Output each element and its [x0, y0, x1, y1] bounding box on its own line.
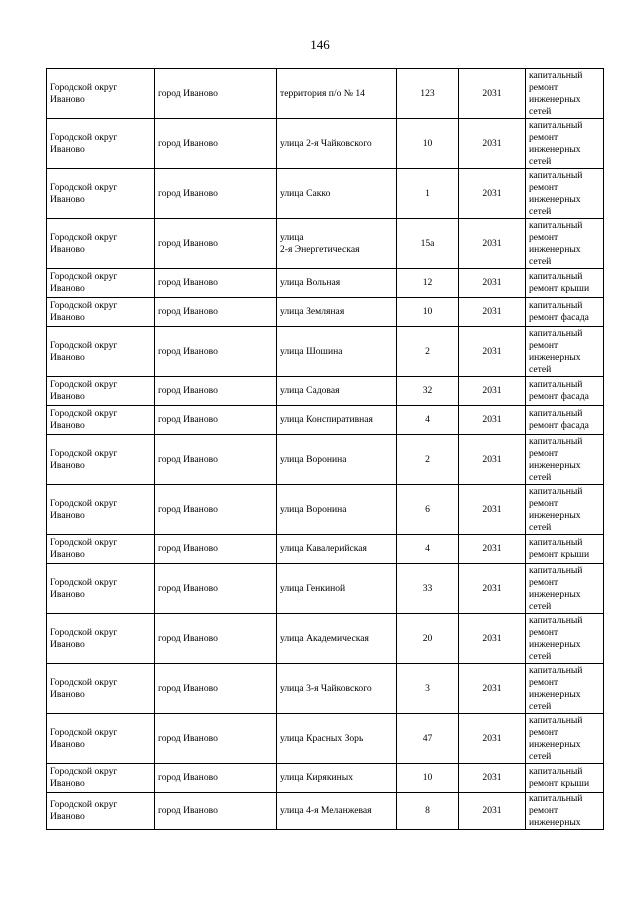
year-cell-text: 2031	[482, 187, 502, 199]
year-cell-text: 2031	[482, 772, 502, 783]
district-cell-text: Городской округ Иваново	[50, 408, 118, 431]
house-number-cell	[397, 69, 459, 119]
work-type-cell-text: капитальный ремонт крыши	[529, 271, 590, 294]
street-cell-text: улица Конспиративная	[280, 414, 373, 425]
street-cell	[277, 664, 397, 714]
district-cell	[47, 219, 155, 269]
city-cell	[155, 764, 277, 793]
table-row	[47, 664, 604, 714]
house-number-cell	[397, 793, 459, 830]
district-cell-text: Городской округ Иваново	[50, 81, 118, 105]
district-cell	[47, 764, 155, 793]
work-type-cell	[526, 327, 604, 377]
work-type-cell	[526, 169, 604, 219]
city-cell-text: город Иваново	[158, 137, 218, 149]
work-type-cell-text: капитальный ремонт инженерных сетей	[529, 69, 583, 117]
district-cell-text: Городской округ Иваново	[50, 447, 118, 471]
street-cell-text: улица Вольная	[280, 277, 341, 288]
year-cell-text: 2031	[482, 503, 502, 515]
work-type-cell-text: капитальный ремонт фасада	[529, 408, 589, 431]
year-cell-text: 2031	[482, 732, 502, 744]
house-number-cell	[397, 119, 459, 169]
city-cell-text: город Иваново	[158, 277, 218, 288]
work-type-cell	[526, 793, 604, 830]
work-type-cell-text: капитальный ремонт инженерных сетей	[529, 119, 583, 167]
year-cell-text: 2031	[482, 453, 502, 465]
city-cell-text: город Иваново	[158, 805, 218, 816]
work-type-cell-text: капитальный ремонт инженерных	[529, 793, 583, 828]
table-row	[47, 377, 604, 406]
district-cell	[47, 169, 155, 219]
street-cell-text: территория п/о № 14	[280, 87, 365, 99]
work-type-cell	[526, 614, 604, 664]
table-row	[47, 793, 604, 830]
work-type-cell-text: капитальный ремонт инженерных сетей	[529, 435, 583, 483]
district-cell	[47, 406, 155, 435]
city-cell-text: город Иваново	[158, 632, 218, 644]
year-cell	[459, 119, 526, 169]
work-type-cell	[526, 485, 604, 535]
work-type-cell	[526, 269, 604, 298]
street-cell-text: улица Садовая	[280, 385, 340, 396]
house-number-cell-text: 2	[425, 345, 430, 357]
work-type-cell-text: капитальный ремонт инженерных сетей	[529, 714, 583, 762]
house-number-cell	[397, 664, 459, 714]
city-cell-text: город Иваново	[158, 414, 218, 425]
work-type-cell	[526, 298, 604, 327]
table-row	[47, 614, 604, 664]
work-type-cell-text: капитальный ремонт инженерных сетей	[529, 664, 583, 712]
street-cell-text: улица Воронина	[280, 453, 347, 465]
street-cell-text: улица Академическая	[280, 632, 369, 644]
year-cell-text: 2031	[482, 306, 502, 317]
year-cell	[459, 69, 526, 119]
house-number-cell-text: 4	[425, 414, 430, 425]
house-number-cell	[397, 169, 459, 219]
district-cell	[47, 327, 155, 377]
city-cell-text: город Иваново	[158, 503, 218, 515]
district-cell-text: Городской округ Иваново	[50, 726, 118, 750]
work-type-cell-text: капитальный ремонт инженерных сетей	[529, 614, 583, 662]
city-cell	[155, 327, 277, 377]
work-type-cell-text: капитальный ремонт крыши	[529, 537, 590, 560]
table-row	[47, 535, 604, 564]
work-type-cell	[526, 219, 604, 269]
house-number-cell-text: 47	[422, 732, 433, 744]
year-cell	[459, 764, 526, 793]
city-cell	[155, 564, 277, 614]
district-cell-text: Городской округ Иваново	[50, 231, 118, 255]
year-cell	[459, 485, 526, 535]
street-cell	[277, 485, 397, 535]
street-cell	[277, 764, 397, 793]
table-row	[47, 119, 604, 169]
street-cell-text: улица Сакко	[280, 187, 331, 199]
street-cell-text: улица Шошина	[280, 345, 343, 357]
year-cell-text: 2031	[482, 385, 502, 396]
table-row	[47, 485, 604, 535]
house-number-cell	[397, 327, 459, 377]
city-cell	[155, 714, 277, 764]
street-cell	[277, 269, 397, 298]
district-cell-text: Городской округ Иваново	[50, 339, 118, 363]
city-cell	[155, 435, 277, 485]
house-number-cell	[397, 764, 459, 793]
city-cell	[155, 169, 277, 219]
year-cell-text: 2031	[482, 87, 502, 99]
work-type-cell	[526, 69, 604, 119]
house-number-cell	[397, 435, 459, 485]
year-cell	[459, 269, 526, 298]
table-row	[47, 714, 604, 764]
district-cell-text: Городской округ Иваново	[50, 626, 118, 650]
year-cell-text: 2031	[482, 345, 502, 357]
year-cell-text: 2031	[482, 277, 502, 288]
registry-table-body	[47, 69, 604, 830]
year-cell	[459, 535, 526, 564]
year-cell	[459, 327, 526, 377]
year-cell	[459, 793, 526, 830]
city-cell-text: город Иваново	[158, 732, 218, 744]
district-cell-text: Городской округ Иваново	[50, 766, 118, 789]
work-type-cell	[526, 119, 604, 169]
year-cell-text: 2031	[482, 805, 502, 816]
year-cell	[459, 298, 526, 327]
year-cell	[459, 219, 526, 269]
registry-table	[46, 68, 604, 830]
city-cell	[155, 664, 277, 714]
street-cell	[277, 169, 397, 219]
street-cell	[277, 69, 397, 119]
house-number-cell	[397, 269, 459, 298]
district-cell-text: Городской округ Иваново	[50, 576, 118, 600]
district-cell	[47, 535, 155, 564]
work-type-cell-text: капитальный ремонт инженерных сетей	[529, 327, 583, 375]
house-number-cell	[397, 406, 459, 435]
district-cell	[47, 69, 155, 119]
year-cell-text: 2031	[482, 582, 502, 594]
city-cell	[155, 485, 277, 535]
city-cell-text: город Иваново	[158, 453, 218, 465]
house-number-cell-text: 10	[422, 306, 433, 317]
city-cell	[155, 69, 277, 119]
district-cell	[47, 269, 155, 298]
work-type-cell-text: капитальный ремонт инженерных сетей	[529, 169, 583, 217]
city-cell	[155, 406, 277, 435]
house-number-cell-text: 15а	[420, 237, 435, 249]
street-cell-text: улица 2-я Энергетическая	[280, 231, 360, 255]
house-number-cell	[397, 614, 459, 664]
city-cell	[155, 269, 277, 298]
house-number-cell-text: 6	[425, 503, 430, 515]
table-row	[47, 169, 604, 219]
street-cell-text: улица Кирякиных	[280, 772, 354, 783]
house-number-cell-text: 32	[422, 385, 433, 396]
street-cell-text: улица Красных Зорь	[280, 732, 364, 744]
table-row	[47, 406, 604, 435]
street-cell	[277, 793, 397, 830]
work-type-cell-text: капитальный ремонт фасада	[529, 379, 589, 402]
house-number-cell	[397, 298, 459, 327]
district-cell	[47, 435, 155, 485]
city-cell	[155, 377, 277, 406]
street-cell-text: улица 4-я Меланжевая	[280, 805, 372, 816]
house-number-cell	[397, 485, 459, 535]
street-cell	[277, 435, 397, 485]
house-number-cell-text: 12	[422, 277, 433, 288]
district-cell	[47, 119, 155, 169]
street-cell	[277, 327, 397, 377]
house-number-cell-text: 20	[422, 632, 433, 644]
street-cell-text: улица Генкиной	[280, 582, 346, 594]
city-cell	[155, 535, 277, 564]
district-cell-text: Городской округ Иваново	[50, 676, 118, 700]
city-cell-text: город Иваново	[158, 772, 218, 783]
district-cell	[47, 614, 155, 664]
city-cell	[155, 614, 277, 664]
city-cell-text: город Иваново	[158, 187, 218, 199]
district-cell	[47, 298, 155, 327]
street-cell	[277, 219, 397, 269]
city-cell-text: город Иваново	[158, 385, 218, 396]
district-cell-text: Городской округ Иваново	[50, 300, 118, 323]
district-cell	[47, 564, 155, 614]
street-cell-text: улица Земляная	[280, 306, 345, 317]
year-cell-text: 2031	[482, 543, 502, 554]
city-cell	[155, 219, 277, 269]
street-cell-text: улица Кавалерийская	[280, 543, 367, 554]
district-cell-text: Городской округ Иваново	[50, 271, 118, 294]
district-cell-text: Городской округ Иваново	[50, 379, 118, 402]
house-number-cell	[397, 219, 459, 269]
work-type-cell-text: капитальный ремонт фасада	[529, 300, 589, 323]
house-number-cell-text: 1	[425, 187, 430, 199]
house-number-cell-text: 123	[420, 87, 435, 99]
year-cell-text: 2031	[482, 137, 502, 149]
year-cell	[459, 406, 526, 435]
house-number-cell-text: 3	[425, 682, 430, 694]
district-cell-text: Городской округ Иваново	[50, 497, 118, 521]
street-cell-text: улица 3-я Чайковского	[280, 682, 372, 694]
table-row	[47, 269, 604, 298]
work-type-cell-text: капитальный ремонт инженерных сетей	[529, 485, 583, 533]
year-cell-text: 2031	[482, 632, 502, 644]
year-cell	[459, 614, 526, 664]
work-type-cell	[526, 535, 604, 564]
work-type-cell	[526, 664, 604, 714]
district-cell	[47, 714, 155, 764]
city-cell	[155, 793, 277, 830]
city-cell	[155, 298, 277, 327]
work-type-cell	[526, 764, 604, 793]
year-cell	[459, 169, 526, 219]
city-cell-text: город Иваново	[158, 237, 218, 249]
house-number-cell-text: 8	[425, 805, 430, 816]
street-cell	[277, 714, 397, 764]
work-type-cell-text: капитальный ремонт инженерных сетей	[529, 564, 583, 612]
work-type-cell	[526, 406, 604, 435]
table-row	[47, 298, 604, 327]
street-cell	[277, 298, 397, 327]
district-cell-text: Городской округ Иваново	[50, 799, 118, 822]
city-cell-text: город Иваново	[158, 543, 218, 554]
city-cell-text: город Иваново	[158, 345, 218, 357]
work-type-cell-text: капитальный ремонт крыши	[529, 766, 590, 789]
city-cell-text: город Иваново	[158, 582, 218, 594]
district-cell-text: Городской округ Иваново	[50, 181, 118, 205]
district-cell	[47, 485, 155, 535]
house-number-cell	[397, 535, 459, 564]
year-cell-text: 2031	[482, 237, 502, 249]
house-number-cell-text: 10	[422, 772, 433, 783]
district-cell-text: Городской округ Иваново	[50, 537, 118, 560]
year-cell	[459, 377, 526, 406]
house-number-cell	[397, 564, 459, 614]
district-cell	[47, 664, 155, 714]
house-number-cell-text: 10	[422, 137, 433, 149]
table-row	[47, 564, 604, 614]
street-cell	[277, 535, 397, 564]
district-cell-text: Городской округ Иваново	[50, 131, 118, 155]
work-type-cell	[526, 714, 604, 764]
work-type-cell	[526, 564, 604, 614]
page-number: 146	[310, 37, 330, 52]
year-cell	[459, 714, 526, 764]
house-number-cell-text: 2	[425, 453, 430, 465]
year-cell-text: 2031	[482, 414, 502, 425]
street-cell-text: улица Воронина	[280, 503, 347, 515]
year-cell	[459, 664, 526, 714]
street-cell	[277, 406, 397, 435]
house-number-cell-text: 4	[425, 543, 430, 554]
work-type-cell	[526, 377, 604, 406]
house-number-cell	[397, 714, 459, 764]
year-cell	[459, 435, 526, 485]
street-cell	[277, 377, 397, 406]
house-number-cell-text: 33	[422, 582, 433, 594]
table-row	[47, 435, 604, 485]
street-cell	[277, 119, 397, 169]
city-cell-text: город Иваново	[158, 87, 218, 99]
street-cell	[277, 564, 397, 614]
table-row	[47, 219, 604, 269]
district-cell	[47, 793, 155, 830]
city-cell-text: город Иваново	[158, 682, 218, 694]
city-cell-text: город Иваново	[158, 306, 218, 317]
street-cell-text: улица 2-я Чайковского	[280, 137, 372, 149]
table-row	[47, 327, 604, 377]
city-cell	[155, 119, 277, 169]
table-row	[47, 69, 604, 119]
year-cell	[459, 564, 526, 614]
work-type-cell-text: капитальный ремонт инженерных сетей	[529, 219, 583, 267]
house-number-cell	[397, 377, 459, 406]
year-cell-text: 2031	[482, 682, 502, 694]
table-row	[47, 764, 604, 793]
work-type-cell	[526, 435, 604, 485]
district-cell	[47, 377, 155, 406]
street-cell	[277, 614, 397, 664]
